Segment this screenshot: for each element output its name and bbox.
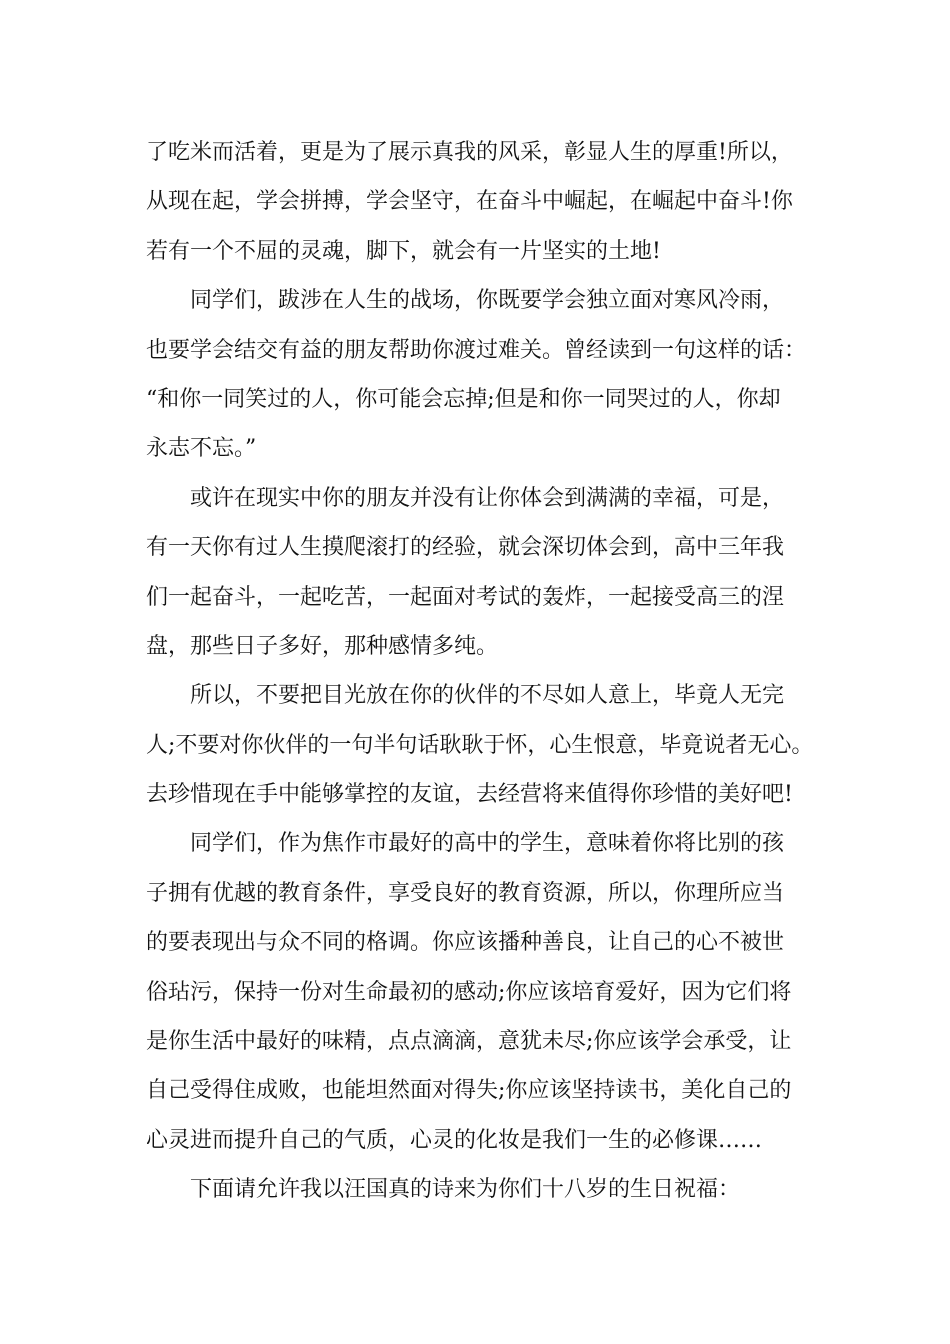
text-line: 或许在现实中你的朋友并没有让你体会到满满的幸福，可是， <box>190 485 785 511</box>
text-line: 俗玷污，保持一份对生命最初的感动;你应该培育爱好，因为它们将 <box>146 979 792 1005</box>
text-line: 同学们，作为焦作市最好的高中的学生，意味着你将比别的孩 <box>190 831 785 857</box>
text-line: 若有一个不屈的灵魂，脚下，就会有一片坚实的土地! <box>146 238 661 264</box>
text-line: 永志不忘。” <box>146 436 257 462</box>
text-line: 是你生活中最好的味精，点点滴滴，意犹未尽;你应该学会承受，让 <box>146 1029 792 1055</box>
text-line: 盘，那些日子多好，那种感情多纯。 <box>146 633 499 659</box>
text-line: 们一起奋斗，一起吃苦，一起面对考试的轰炸，一起接受高三的涅 <box>146 584 785 610</box>
text-line: 心灵进而提升自己的气质，心灵的化妆是我们一生的必修课…… <box>146 1127 763 1153</box>
text-line: 同学们，跋涉在人生的战场，你既要学会独立面对寒风冷雨， <box>190 288 785 314</box>
text-line: 有一天你有过人生摸爬滚打的经验，就会深切体会到，高中三年我 <box>146 535 785 561</box>
text-line: “和你一同笑过的人，你可能会忘掉;但是和你一同哭过的人，你却 <box>146 386 781 412</box>
text-line: 去珍惜现在手中能够掌控的友谊，去经营将来值得你珍惜的美好吧! <box>146 782 793 808</box>
text-line: 下面请允许我以汪国真的诗来为你们十八岁的生日祝福： <box>190 1177 741 1203</box>
text-line: 了吃米而活着，更是为了展示真我的风采，彰显人生的厚重!所以， <box>146 140 793 165</box>
document-body <box>146 128 814 1215</box>
text-line: 自己受得住成败，也能坦然面对得失;你应该坚持读书，美化自己的 <box>146 1078 792 1104</box>
text-line: 人;不要对你伙伴的一句半句话耿耿于怀，心生恨意，毕竟说者无心。 <box>146 732 814 758</box>
text-line: 的要表现出与众不同的格调。你应该播种善良，让自己的心不被世 <box>146 930 785 956</box>
text-line: 子拥有优越的教育条件，享受良好的教育资源，所以，你理所应当 <box>146 880 785 906</box>
text-line: 所以，不要把目光放在你的伙伴的不尽如人意上，毕竟人无完 <box>190 683 785 709</box>
text-line: 从现在起，学会拼搏，学会坚守，在奋斗中崛起，在崛起中奋斗!你 <box>146 189 793 215</box>
text-line: 也要学会结交有益的朋友帮助你渡过难关。曾经读到一句这样的话： <box>146 337 807 363</box>
